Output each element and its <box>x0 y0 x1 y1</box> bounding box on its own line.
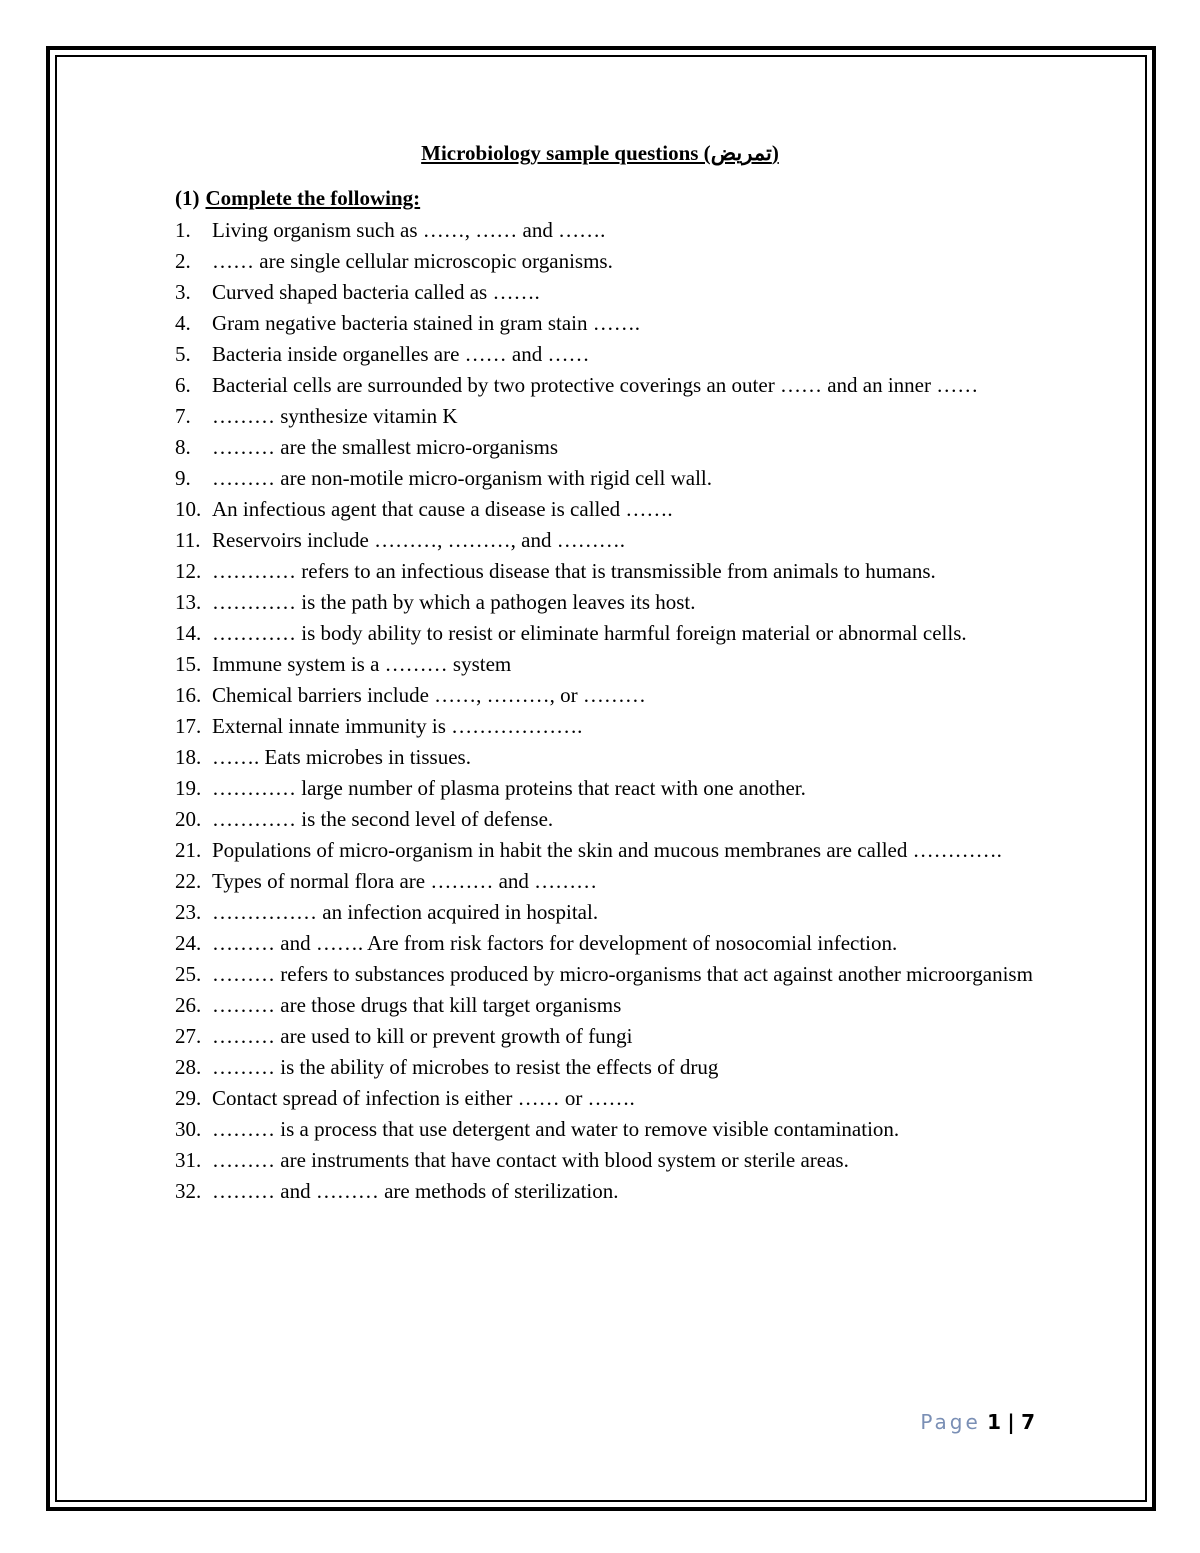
question-number: 13. <box>175 590 202 614</box>
question-item <box>175 1052 1055 1083</box>
question-number: 4. <box>175 311 191 335</box>
question-text: An infectious agent that cause a disease is called ……. <box>212 497 673 521</box>
question-number: 30. <box>175 1117 202 1141</box>
document-title: Microbiology sample questions (تمريض) <box>421 141 779 165</box>
question-number: 22. <box>175 869 202 893</box>
question-item <box>175 897 1055 928</box>
question-number: 14. <box>175 621 202 645</box>
question-item <box>175 618 1055 649</box>
question-number: 12. <box>175 559 202 583</box>
question-number: 25. <box>175 962 202 986</box>
question-item <box>175 959 1055 990</box>
question-number: 6. <box>175 373 191 397</box>
question-item <box>175 463 1055 494</box>
question-item <box>175 215 1055 246</box>
page-total: 7 <box>1021 1410 1035 1434</box>
section-label: Complete the following: <box>205 186 421 210</box>
section-heading <box>175 186 420 211</box>
question-text: ……… and ……… are methods of sterilization. <box>212 1179 619 1203</box>
question-text: ……… synthesize vitamin K <box>212 404 458 428</box>
question-text: ……… is the ability of microbes to resist the effects of drug <box>212 1055 719 1079</box>
question-item <box>175 246 1055 277</box>
question-text: External innate immunity is ………………. <box>212 714 583 738</box>
question-number: 28. <box>175 1055 202 1079</box>
question-item <box>175 277 1055 308</box>
question-number: 16. <box>175 683 202 707</box>
question-text: ……… and ……. Are from risk factors for development of nosocomial infection. <box>212 931 898 955</box>
question-item <box>175 1176 1055 1207</box>
question-number: 29. <box>175 1086 202 1110</box>
question-text: Living organism such as ……, …… and ……. <box>212 218 606 242</box>
question-number: 27. <box>175 1024 202 1048</box>
question-text: Gram negative bacteria stained in gram stain ……. <box>212 311 641 335</box>
question-text: ……… are non-motile micro-organism with rigid cell wall. <box>212 466 713 490</box>
question-item <box>175 1114 1055 1145</box>
question-item <box>175 773 1055 804</box>
question-item <box>175 370 1055 401</box>
question-number: 11. <box>175 528 201 552</box>
question-number: 18. <box>175 745 202 769</box>
question-text: ……… are those drugs that kill target organisms <box>212 993 622 1017</box>
question-item <box>175 401 1055 432</box>
question-number: 10. <box>175 497 202 521</box>
question-item <box>175 804 1055 835</box>
question-text: ……… are used to kill or prevent growth of fungi <box>212 1024 633 1048</box>
question-number: 24. <box>175 931 202 955</box>
question-text: ………… refers to an infectious disease that is transmissible from animals to humans. <box>212 559 936 583</box>
question-number: 23. <box>175 900 202 924</box>
question-number: 3. <box>175 280 191 304</box>
question-number: 9. <box>175 466 191 490</box>
question-number: 19. <box>175 776 202 800</box>
question-number: 5. <box>175 342 191 366</box>
question-number: 20. <box>175 807 202 831</box>
question-number: 15. <box>175 652 202 676</box>
section-number: (1) <box>175 186 200 210</box>
question-text: …………… an infection acquired in hospital. <box>212 900 599 924</box>
question-text: ……… are the smallest micro-organisms <box>212 435 559 459</box>
question-item <box>175 432 1055 463</box>
question-list <box>175 215 1055 1207</box>
question-number: 7. <box>175 404 191 428</box>
question-item <box>175 1021 1055 1052</box>
question-number: 31. <box>175 1148 202 1172</box>
question-text: ……… refers to substances produced by micro-organisms that act against another microorganism <box>212 962 1033 986</box>
question-text: Chemical barriers include ……, ………, or ……… <box>212 683 646 707</box>
question-item <box>175 680 1055 711</box>
question-number: 32. <box>175 1179 202 1203</box>
question-text: ……… are instruments that have contact with blood system or sterile areas. <box>212 1148 849 1172</box>
question-number: 1. <box>175 218 191 242</box>
question-text: ………… is the path by which a pathogen leaves its host. <box>212 590 696 614</box>
question-number: 8. <box>175 435 191 459</box>
page-label: Page <box>920 1410 981 1434</box>
question-number: 26. <box>175 993 202 1017</box>
question-text: Bacterial cells are surrounded by two protective coverings an outer …… and an inner …… <box>212 373 979 397</box>
question-text: Curved shaped bacteria called as ……. <box>212 280 540 304</box>
question-item <box>175 649 1055 680</box>
question-item <box>175 556 1055 587</box>
question-number: 21. <box>175 838 202 862</box>
question-number: 17. <box>175 714 202 738</box>
question-text: Contact spread of infection is either …… or ……. <box>212 1086 635 1110</box>
question-item <box>175 928 1055 959</box>
question-item <box>175 742 1055 773</box>
question-number: 2. <box>175 249 191 273</box>
question-text: Immune system is a ……… system <box>212 652 512 676</box>
question-text: ………… large number of plasma proteins that react with one another. <box>212 776 806 800</box>
question-item <box>175 1083 1055 1114</box>
question-text: Types of normal flora are ……… and ……… <box>212 869 598 893</box>
question-text: …… are single cellular microscopic organisms. <box>212 249 613 273</box>
question-item <box>175 711 1055 742</box>
question-text: ………… is the second level of defense. <box>212 807 554 831</box>
question-text: Populations of micro-organism in habit the skin and mucous membranes are called …………. <box>212 838 1002 862</box>
question-item <box>175 525 1055 556</box>
page-number: 1 <box>987 1410 1002 1434</box>
question-text: ………… is body ability to resist or eliminate harmful foreign material or abnormal cells. <box>212 621 967 645</box>
question-item <box>175 1145 1055 1176</box>
question-item <box>175 990 1055 1021</box>
question-item <box>175 494 1055 525</box>
question-item <box>175 866 1055 897</box>
page-footer <box>920 1410 1035 1434</box>
question-item <box>175 587 1055 618</box>
page-separator: | <box>1007 1410 1015 1434</box>
question-item <box>175 339 1055 370</box>
question-text: ……… is a process that use detergent and water to remove visible contamination. <box>212 1117 900 1141</box>
question-text: ……. Eats microbes in tissues. <box>212 745 471 769</box>
question-item <box>175 835 1055 866</box>
question-item <box>175 308 1055 339</box>
question-text: Reservoirs include ………, ………, and ………. <box>212 528 625 552</box>
question-text: Bacteria inside organelles are …… and …… <box>212 342 590 366</box>
